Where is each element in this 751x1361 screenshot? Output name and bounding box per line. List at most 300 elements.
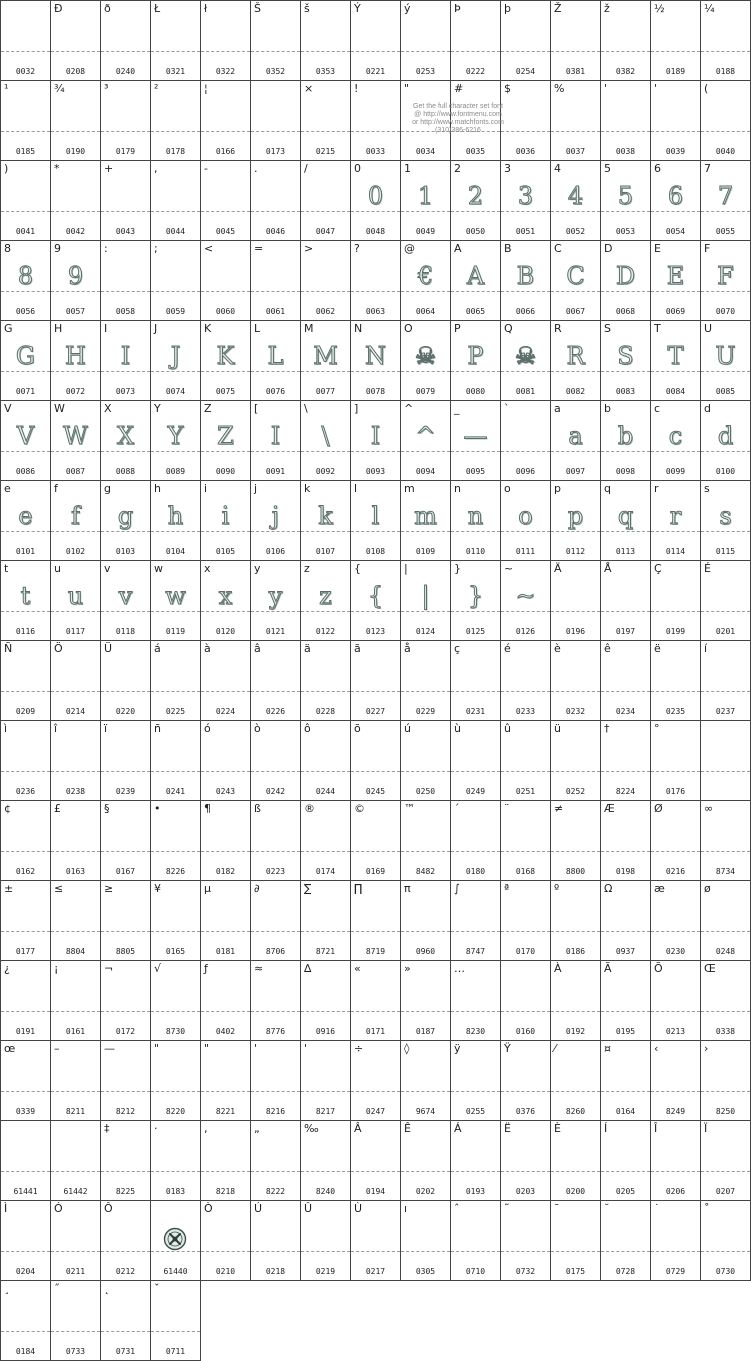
char-code: 0190: [65, 147, 86, 156]
character-label: Ł: [154, 2, 161, 15]
glyph-cell: [601, 241, 651, 321]
character-label: j: [254, 482, 258, 495]
character-label: ¢: [4, 802, 11, 815]
baseline-rule: [451, 851, 500, 852]
character-label: 2: [454, 162, 461, 175]
char-code: 0064: [415, 307, 436, 316]
char-code: 0091: [265, 467, 286, 476]
character-label: \: [304, 402, 308, 415]
character-label: õ: [354, 722, 361, 735]
baseline-rule: [201, 211, 250, 212]
baseline-rule: [451, 51, 500, 52]
glyph-sample: n: [467, 502, 484, 530]
glyph-cell: [151, 561, 201, 641]
glyph-sample: D: [615, 262, 636, 290]
glyph-cell: [701, 961, 751, 1041]
glyph-cell: [101, 81, 151, 161]
glyph-sample: r: [669, 502, 682, 530]
char-code: 0233: [515, 707, 536, 716]
character-label: ": [404, 82, 410, 95]
character-label: √: [154, 962, 162, 975]
char-code: 0254: [515, 67, 536, 76]
baseline-rule: [701, 51, 750, 52]
character-label: ·: [154, 1122, 158, 1135]
char-code: 0243: [215, 787, 236, 796]
baseline-rule: [101, 291, 150, 292]
glyph-cell: [651, 801, 701, 881]
glyph-cell: [201, 161, 251, 241]
char-code: 8804: [65, 947, 86, 956]
glyph-sample: m: [414, 502, 437, 530]
baseline-rule: [101, 1011, 150, 1012]
char-code: 0171: [365, 1027, 386, 1036]
glyph-cell: [251, 401, 301, 481]
char-code: 0189: [665, 67, 686, 76]
char-code: 0055: [715, 227, 736, 236]
glyph-cell: [701, 561, 751, 641]
baseline-rule: [251, 1251, 300, 1252]
char-code: 0119: [165, 627, 186, 636]
glyph-cell: [501, 561, 551, 641]
char-code: 0036: [515, 147, 536, 156]
baseline-rule: [501, 931, 550, 932]
glyph-cell: [651, 321, 701, 401]
character-label: +: [104, 162, 114, 175]
character-label: ×: [304, 82, 314, 95]
glyph-cell: [351, 801, 401, 881]
char-code: 8224: [615, 787, 636, 796]
baseline-rule: [501, 451, 550, 452]
character-label: ®: [304, 802, 315, 815]
char-code: 61442: [63, 1187, 88, 1196]
glyph-cell: [201, 1201, 251, 1281]
character-label: M: [304, 322, 314, 335]
character-label: 1: [404, 162, 411, 175]
character-label: ∞: [704, 802, 714, 815]
glyph-cell: [401, 801, 451, 881]
glyph-cell: [351, 881, 401, 961]
glyph-sample: o: [518, 502, 533, 530]
glyph-cell: [451, 961, 501, 1041]
glyph-cell: [251, 161, 301, 241]
glyph-cell: [651, 641, 701, 721]
glyph-cell: [1, 881, 51, 961]
character-label: z: [304, 562, 310, 575]
glyph-cell: [451, 401, 501, 481]
character-label: I: [104, 322, 108, 335]
baseline-rule: [551, 691, 600, 692]
glyph-cell: [101, 161, 151, 241]
baseline-rule: [601, 51, 650, 52]
glyph-sample: 6: [667, 182, 684, 210]
character-label: ´: [454, 802, 460, 815]
character-label: o: [504, 482, 511, 495]
glyph-cell: [301, 801, 351, 881]
character-label: ¹: [4, 82, 9, 95]
char-code: 0177: [15, 947, 36, 956]
character-label: –: [54, 1042, 60, 1055]
glyph-cell: [651, 1121, 701, 1201]
glyph-cell: [301, 641, 351, 721]
glyph-cell: [701, 641, 751, 721]
character-label: à: [204, 642, 211, 655]
character-label: ˆ: [454, 1202, 460, 1215]
character-label: ž: [604, 2, 610, 15]
char-code: 0731: [115, 1347, 136, 1356]
character-label: e: [4, 482, 11, 495]
char-code: 0125: [465, 627, 486, 636]
baseline-rule: [351, 51, 400, 52]
character-label: Á: [454, 1122, 462, 1135]
character-label: Â: [354, 1122, 362, 1135]
character-label: û: [504, 722, 511, 735]
char-code: 0210: [215, 1267, 236, 1276]
character-label: s: [704, 482, 710, 495]
char-code: 0209: [15, 707, 36, 716]
glyph-sample: k: [318, 502, 333, 530]
character-label: P: [454, 322, 461, 335]
glyph-sample: S: [617, 342, 634, 370]
char-code: 0226: [265, 707, 286, 716]
char-code: 0198: [615, 867, 636, 876]
baseline-rule: [351, 1011, 400, 1012]
glyph-cell: [201, 81, 251, 161]
char-code: 8719: [365, 947, 386, 956]
char-code: 8805: [115, 947, 136, 956]
char-code: 0034: [415, 147, 436, 156]
char-code: 0230: [665, 947, 686, 956]
character-label: 7: [704, 162, 711, 175]
character-label: Ã: [604, 962, 612, 975]
glyph-cell: [351, 321, 401, 401]
promo-text: [383, 103, 533, 135]
char-code: 8220: [165, 1107, 186, 1116]
glyph-cell: [501, 1121, 551, 1201]
glyph-cell: [51, 241, 101, 321]
char-code: 0214: [65, 707, 86, 716]
glyph-cell: [201, 1, 251, 81]
character-label: 8: [4, 242, 11, 255]
glyph-cell: [51, 1281, 101, 1361]
glyph-cell: [101, 721, 151, 801]
char-code: 0089: [165, 467, 186, 476]
baseline-rule: [401, 1251, 450, 1252]
character-label: _: [454, 402, 460, 415]
glyph-cell: [251, 321, 301, 401]
character-label: ä: [304, 642, 311, 655]
baseline-rule: [151, 1091, 200, 1092]
character-label: /: [304, 162, 308, 175]
character-label: É: [704, 562, 711, 575]
char-code: 0059: [165, 307, 186, 316]
promo-line: Get the full character set font: [413, 103, 503, 110]
glyph-cell: [501, 961, 551, 1041]
character-label: ≈: [254, 962, 264, 975]
char-code: 8212: [115, 1107, 136, 1116]
baseline-rule: [1, 1091, 50, 1092]
character-label: π: [404, 882, 411, 895]
glyph-cell: [201, 1041, 251, 1121]
char-code: 0402: [215, 1027, 236, 1036]
baseline-rule: [1, 691, 50, 692]
glyph-cell: [701, 81, 751, 161]
char-code: 0732: [515, 1267, 536, 1276]
char-code: 0255: [465, 1107, 486, 1116]
baseline-rule: [651, 1091, 700, 1092]
char-code: 0184: [15, 1347, 36, 1356]
glyph-cell: [51, 481, 101, 561]
glyph-sample: M: [313, 342, 338, 370]
char-code: 8776: [265, 1027, 286, 1036]
char-code: 0043: [115, 227, 136, 236]
character-label: =: [254, 242, 264, 255]
glyph-cell: [151, 481, 201, 561]
baseline-rule: [1, 851, 50, 852]
glyph-cell: [701, 321, 751, 401]
character-label: ≤: [54, 882, 64, 895]
glyph-cell: [151, 81, 201, 161]
glyph-cell: [201, 561, 251, 641]
glyph-sample: ^: [415, 422, 436, 450]
character-label: ': [254, 1042, 258, 1055]
character-label: 6: [654, 162, 661, 175]
char-code: 0083: [615, 387, 636, 396]
character-label: œ: [4, 1042, 16, 1055]
character-label: C: [554, 242, 562, 255]
char-code: 0244: [315, 787, 336, 796]
glyph-cell: [651, 1041, 701, 1121]
glyph-sample: R: [566, 342, 585, 370]
character-label: ½: [654, 2, 665, 15]
baseline-rule: [101, 51, 150, 52]
baseline-rule: [501, 1251, 550, 1252]
glyph-sample: 2: [467, 182, 484, 210]
char-code: 0218: [265, 1267, 286, 1276]
character-label: ˇ: [154, 1282, 160, 1295]
baseline-rule: [651, 931, 700, 932]
char-code: 0124: [415, 627, 436, 636]
char-code: 0213: [665, 1027, 686, 1036]
character-label: Ê: [404, 1122, 411, 1135]
baseline-rule: [51, 1011, 100, 1012]
baseline-rule: [51, 771, 100, 772]
glyph-cell: [1, 1121, 51, 1201]
char-code: 0167: [115, 867, 136, 876]
glyph-sample: ☠: [514, 342, 537, 370]
char-code: 8249: [665, 1107, 686, 1116]
glyph-cell: [651, 561, 701, 641]
glyph-cell: [501, 641, 551, 721]
character-label: ‚: [204, 1122, 208, 1135]
char-code: 0960: [415, 947, 436, 956]
glyph-cell: [1, 801, 51, 881]
baseline-rule: [51, 1091, 100, 1092]
character-label: ©: [354, 802, 365, 815]
char-code: 0242: [265, 787, 286, 796]
char-code: 0096: [515, 467, 536, 476]
baseline-rule: [1, 771, 50, 772]
baseline-rule: [101, 851, 150, 852]
glyph-cell: [401, 401, 451, 481]
glyph-cell: [501, 321, 551, 401]
char-code: 8218: [215, 1187, 236, 1196]
character-label: ı: [404, 1202, 408, 1215]
glyph-cell: [501, 401, 551, 481]
char-code: 0222: [465, 67, 486, 76]
char-code: 0168: [515, 867, 536, 876]
char-code: 0176: [665, 787, 686, 796]
character-label: å: [404, 642, 411, 655]
character-label: ¾: [54, 82, 65, 95]
glyph-cell: [301, 241, 351, 321]
glyph-cell: [451, 641, 501, 721]
glyph-cell: [201, 321, 251, 401]
baseline-rule: [301, 1171, 350, 1172]
char-code: 0179: [115, 147, 136, 156]
character-label: g: [104, 482, 111, 495]
glyph-cell: [251, 721, 301, 801]
glyph-cell: [551, 1, 601, 81]
char-code: 0112: [565, 547, 586, 556]
character-label: ': [654, 82, 658, 95]
glyph-cell: [251, 961, 301, 1041]
character-label: ¤: [604, 1042, 611, 1055]
glyph-cell: [601, 1201, 651, 1281]
character-label: ó: [204, 722, 211, 735]
glyph-sample: 7: [717, 182, 734, 210]
glyph-cell: [601, 881, 651, 961]
glyph-cell: [551, 81, 601, 161]
character-label: Ò: [204, 1202, 213, 1215]
character-label: A: [454, 242, 462, 255]
character-label: °: [654, 722, 660, 735]
character-label: ²: [154, 82, 159, 95]
char-code: 8221: [215, 1107, 236, 1116]
char-code: 0045: [215, 227, 236, 236]
glyph-sample: N: [365, 342, 386, 370]
baseline-rule: [201, 851, 250, 852]
glyph-cell: [1, 561, 51, 641]
char-code: 8800: [565, 867, 586, 876]
glyph-cell: [301, 1041, 351, 1121]
baseline-rule: [651, 1011, 700, 1012]
glyph-cell: [401, 641, 451, 721]
glyph-sample: E: [666, 262, 685, 290]
glyph-cell: [651, 961, 701, 1041]
baseline-rule: [201, 51, 250, 52]
glyph-cell: [451, 561, 501, 641]
character-label: l: [354, 482, 358, 495]
char-code: 0041: [15, 227, 36, 236]
baseline-rule: [101, 1171, 150, 1172]
glyph-cell: [251, 1121, 301, 1201]
glyph-cell: [651, 1201, 701, 1281]
character-label: Ú: [254, 1202, 263, 1215]
char-code: 0085: [715, 387, 736, 396]
char-code: 0248: [715, 947, 736, 956]
baseline-rule: [451, 931, 500, 932]
glyph-cell: [551, 801, 601, 881]
baseline-rule: [651, 851, 700, 852]
character-label: 9: [54, 242, 61, 255]
baseline-rule: [301, 771, 350, 772]
baseline-rule: [551, 1011, 600, 1012]
char-code: 0237: [715, 707, 736, 716]
baseline-rule: [1, 51, 50, 52]
character-label: v: [104, 562, 111, 575]
baseline-rule: [651, 131, 700, 132]
character-label: À: [554, 962, 562, 975]
glyph-cell: [101, 801, 151, 881]
baseline-rule: [301, 291, 350, 292]
char-code: 0238: [65, 787, 86, 796]
character-label: Ÿ: [504, 1042, 511, 1055]
glyph-sample: 0: [367, 182, 384, 210]
glyph-sample: 1: [417, 182, 434, 210]
character-label: æ: [654, 882, 665, 895]
glyph-cell: [601, 1121, 651, 1201]
character-label: (: [704, 82, 709, 95]
glyph-sample: 5: [617, 182, 634, 210]
character-label: 4: [554, 162, 561, 175]
character-label: Þ: [454, 2, 461, 15]
character-label: ‡: [104, 1122, 110, 1135]
character-label: *: [54, 162, 60, 175]
glyph-sample: T: [667, 342, 684, 370]
baseline-rule: [1, 931, 50, 932]
glyph-sample: t: [20, 582, 31, 610]
char-code: 0116: [15, 627, 36, 636]
glyph-cell: [601, 1041, 651, 1121]
character-label: 5: [604, 162, 611, 175]
character-label: T: [654, 322, 661, 335]
baseline-rule: [101, 931, 150, 932]
character-label: ô: [304, 722, 311, 735]
char-code: 0321: [165, 67, 186, 76]
glyph-sample: g: [117, 502, 134, 530]
char-code: 0181: [215, 947, 236, 956]
glyph-cell: [151, 1, 201, 81]
char-code: 0221: [365, 67, 386, 76]
crossbones-emblem-icon: [163, 1227, 187, 1251]
character-label: ): [4, 162, 9, 175]
char-code: 0070: [715, 307, 736, 316]
char-code: 0173: [265, 147, 286, 156]
glyph-cell: [701, 801, 751, 881]
character-label: ": [154, 1042, 160, 1055]
glyph-cell: [701, 1041, 751, 1121]
glyph-cell: [501, 801, 551, 881]
baseline-rule: [51, 851, 100, 852]
baseline-rule: [151, 1251, 200, 1252]
baseline-rule: [1, 211, 50, 212]
char-code: 0101: [15, 547, 36, 556]
character-label: K: [204, 322, 212, 335]
char-code: 0042: [65, 227, 86, 236]
char-code: 8250: [715, 1107, 736, 1116]
char-code: 0065: [465, 307, 486, 316]
glyph-cell: [601, 1, 651, 81]
char-code: 0102: [65, 547, 86, 556]
glyph-sample: {: [367, 582, 384, 610]
char-code: 0056: [15, 307, 36, 316]
baseline-rule: [251, 691, 300, 692]
char-code: 0239: [115, 787, 136, 796]
char-code: 8747: [465, 947, 486, 956]
char-code: 0044: [165, 227, 186, 236]
char-code: 0097: [565, 467, 586, 476]
character-label: Õ: [654, 962, 663, 975]
